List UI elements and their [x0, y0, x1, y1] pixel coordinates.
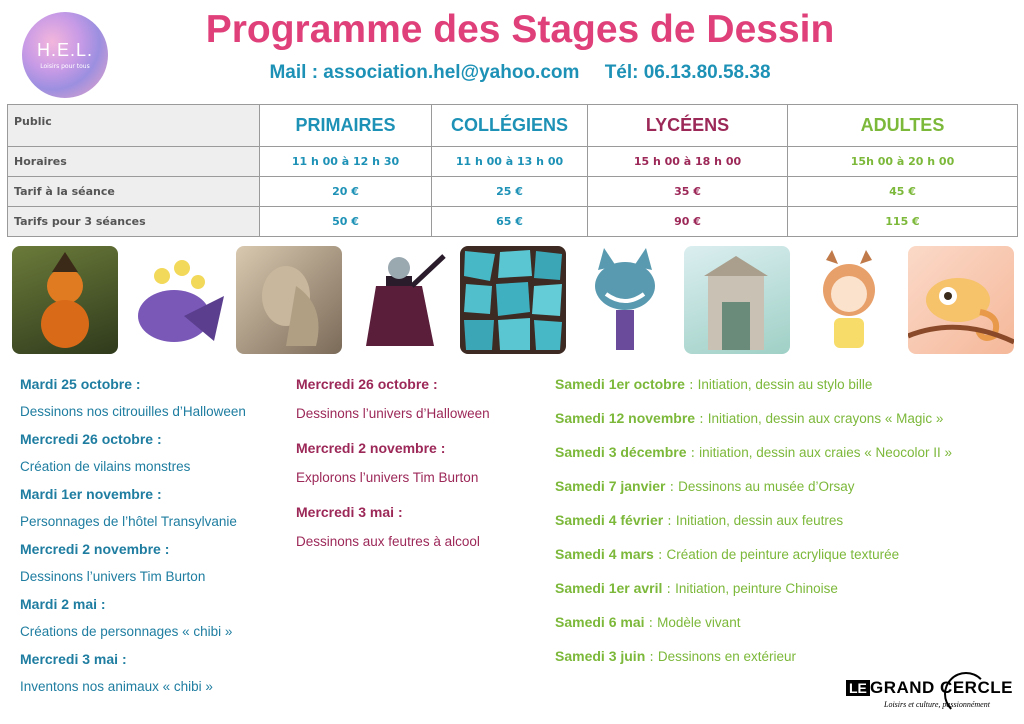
table-cell: 11 h 00 à 13 h 00 [432, 147, 588, 177]
session-desc: Dessinons aux feutres à alcool [296, 534, 480, 549]
session-desc: Initiation, peinture Chinoise [675, 581, 838, 596]
session-date: Mercredi 26 octobre : [20, 431, 162, 447]
table-cell: 45 € [788, 177, 1018, 207]
image-strip [12, 246, 1012, 354]
logo-subtitle: Loisirs pour tous [40, 63, 90, 70]
grand-cercle-logo [846, 672, 1016, 716]
list-item [20, 541, 285, 596]
session-date: Mercredi 26 octobre : [296, 376, 438, 392]
list-item: Samedi 1er avril : Initiation, peinture Chinoise [555, 580, 838, 597]
session-desc: Initiation, dessin aux crayons « Magic » [707, 411, 944, 426]
session-date: Mercredi 3 mai : [20, 651, 127, 667]
watercolor-arch-image [684, 246, 790, 354]
session-desc: Dessinons nos citrouilles d’Halloween [20, 404, 246, 419]
list-item: Samedi 7 janvier : Dessinons au musée d’Orsay [555, 478, 855, 495]
session-desc: initiation, dessin aux craies « Neocolor II » [699, 445, 953, 460]
session-date: Samedi 4 mars [555, 546, 654, 562]
group-lyceens: LYCÉENS [588, 105, 788, 147]
session-desc: Dessinons l’univers d’Halloween [296, 406, 490, 421]
session-date: Samedi 12 novembre [555, 410, 696, 426]
public-label: Public [8, 105, 260, 147]
table-cell: 90 € [588, 207, 788, 237]
table-row [8, 105, 1018, 147]
list-item [20, 431, 285, 486]
session-desc: Dessinons l’univers Tim Burton [20, 569, 206, 584]
session-date: Samedi 7 janvier [555, 478, 666, 494]
stone-statue-image [236, 246, 342, 354]
list-item [296, 376, 546, 440]
table-row [8, 147, 1018, 177]
session-desc: Créations de personnages « chibi » [20, 624, 233, 639]
session-date: Mercredi 2 novembre : [296, 440, 446, 456]
session-date: Samedi 4 février [555, 512, 664, 528]
session-date: Samedi 3 décembre [555, 444, 687, 460]
table-cell: 15 h 00 à 18 h 00 [588, 147, 788, 177]
table-cell: 11 h 00 à 12 h 30 [260, 147, 432, 177]
table-cell: 15h 00 à 20 h 00 [788, 147, 1018, 177]
dracula-character-image [348, 246, 454, 354]
session-date: Samedi 6 mai [555, 614, 645, 630]
table-cell: 65 € [432, 207, 588, 237]
session-date: Samedi 1er octobre [555, 376, 685, 392]
session-date: Samedi 3 juin [555, 648, 646, 664]
session-desc: Création de peinture acrylique texturée [666, 547, 900, 562]
logo-tagline: Loisirs et culture, passionnément [884, 700, 990, 709]
session-desc: Explorons l’univers Tim Burton [296, 470, 479, 485]
list-item: Samedi 4 février : Initiation, dessin aux feutres [555, 512, 844, 529]
list-item [20, 651, 285, 706]
schedule-lyceens [296, 376, 546, 568]
session-desc: Dessinons en extérieur [657, 649, 796, 664]
group-adultes: ADULTES [788, 105, 1018, 147]
logo-text: H.E.L. [36, 40, 94, 60]
session-date: Mercredi 2 novembre : [20, 541, 170, 557]
list-item: Samedi 1er octobre : Initiation, dessin au stylo bille [555, 376, 873, 393]
contact-tel[interactable]: Tél: 06.13.80.58.38 [604, 62, 771, 83]
session-desc: Modèle vivant [657, 615, 741, 630]
session-desc: Inventons nos animaux « chibi » [20, 679, 213, 694]
session-desc: Initiation, dessin aux feutres [675, 513, 844, 528]
pumpkin-scarecrow-image [12, 246, 118, 354]
group-collegiens: COLLÉGIENS [432, 105, 588, 147]
table-cell: 20 € [260, 177, 432, 207]
list-item [20, 486, 285, 541]
session-desc: Création de vilains monstres [20, 459, 191, 474]
table-cell: 35 € [588, 177, 788, 207]
session-date: Mardi 2 mai : [20, 596, 106, 612]
list-item [20, 376, 285, 431]
logo-name: GRAND CERCLE [870, 678, 1013, 697]
list-item: Samedi 3 juin : Dessinons en extérieur [555, 648, 796, 665]
list-item [20, 596, 285, 651]
row-label: Tarifs pour 3 séances [8, 207, 260, 237]
row-label: Horaires [8, 147, 260, 177]
session-desc: Dessinons au musée d’Orsay [678, 479, 855, 494]
list-item: Samedi 6 mai : Modèle vivant [555, 614, 741, 631]
hel-logo [22, 12, 108, 98]
cheshire-cat-image [572, 246, 678, 354]
table-row [8, 207, 1018, 237]
page-title: Programme des Stages de Dessin [205, 8, 835, 51]
group-primaires: PRIMAIRES [260, 105, 432, 147]
contact-line [150, 62, 890, 84]
list-item: Samedi 3 décembre : initiation, dessin aux craies « Neocolor II » [555, 444, 953, 461]
purple-monster-image [124, 246, 230, 354]
table-cell: 25 € [432, 177, 588, 207]
row-label: Tarif à la séance [8, 177, 260, 207]
table-cell: 115 € [788, 207, 1018, 237]
session-date: Mardi 25 octobre : [20, 376, 141, 392]
contact-mail[interactable]: Mail : association.hel@yahoo.com [269, 62, 580, 83]
program-table [7, 104, 1018, 237]
table-row [8, 177, 1018, 207]
chibi-deer-girl-image [796, 246, 902, 354]
list-item: Samedi 4 mars : Création de peinture acrylique texturée [555, 546, 900, 563]
list-item [296, 504, 546, 568]
logo-le: LE [846, 680, 870, 696]
schedule-adultes [555, 376, 1015, 682]
turquoise-mosaic-image [460, 246, 566, 354]
list-item [296, 440, 546, 504]
table-cell: 50 € [260, 207, 432, 237]
chameleon-image [908, 246, 1014, 354]
session-desc: Personnages de l’hôtel Transylvanie [20, 514, 237, 529]
schedule-primaires [20, 376, 285, 706]
session-date: Mercredi 3 mai : [296, 504, 403, 520]
list-item: Samedi 12 novembre : Initiation, dessin aux crayons « Magic » [555, 410, 944, 427]
session-date: Samedi 1er avril [555, 580, 663, 596]
session-desc: Initiation, dessin au stylo bille [697, 377, 873, 392]
session-date: Mardi 1er novembre : [20, 486, 162, 502]
